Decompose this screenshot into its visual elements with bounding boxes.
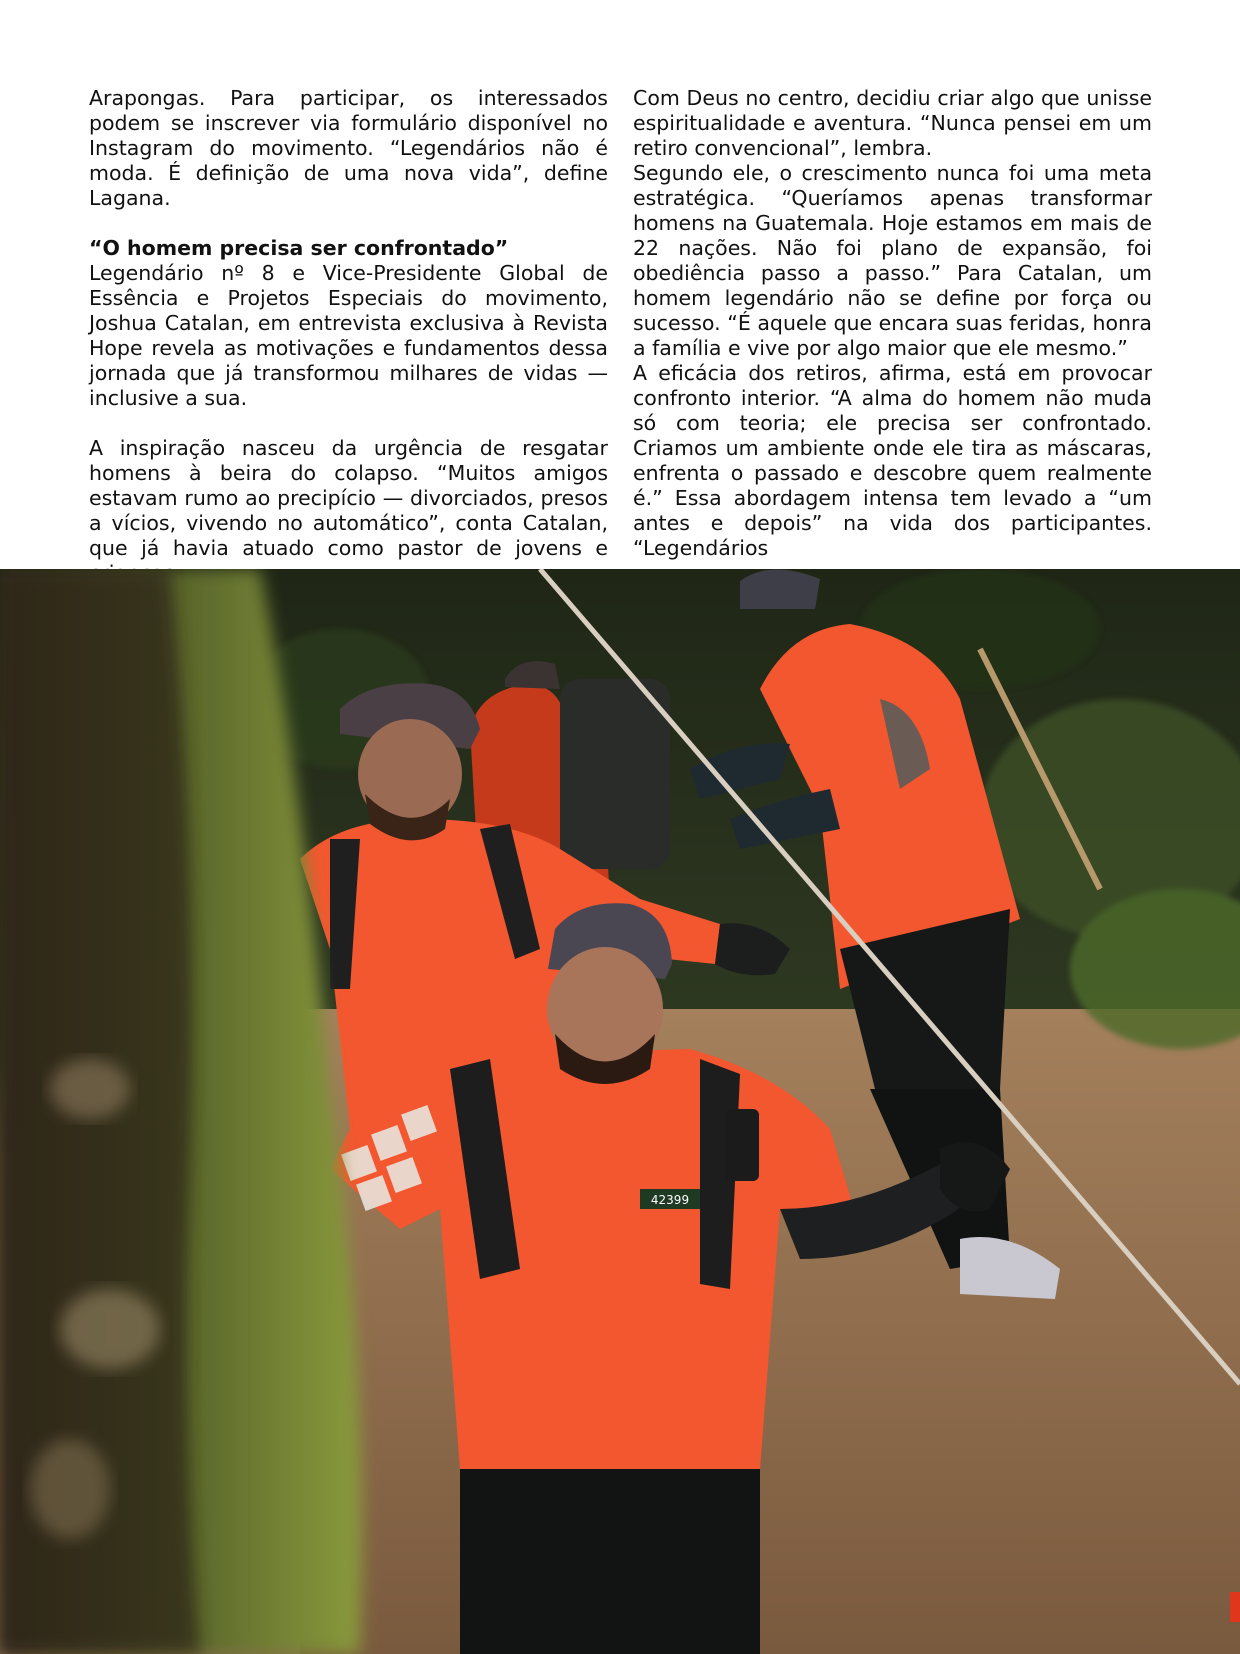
paragraph-inspiration: A inspiração nasceu da urgência de resgatar homens à beira do colapso. “Muitos amigos estavam rumo ao precipício — divorciados, presos a vícios, vivendo no automático”, conta Catalan, que já havia atuado como pastor de jovens e bbox=[89, 436, 608, 560]
paragraph-god-center: Com Deus no centro, decidiu criar algo que unisse espiritualidade e aventura. “Nunca pensei em um retiro convencional”, lembra. bbox=[633, 86, 1152, 160]
badge-number: 42399 bbox=[650, 1193, 690, 1207]
section-subheading: “O homem precisa ser confrontado” bbox=[89, 236, 509, 260]
page-edge-marker bbox=[1230, 1592, 1240, 1622]
paragraph-retreat-efficacy: A eficácia dos retiros, afirma, está em provocar confronto interior. “A alma do homem não muda só com teoria; ele precisa ser confrontado. Criamos um ambiente onde ele tira as máscaras, enfrenta o passado e descobre quem realmente é.” Essa abordagem intensa tem levado a “um antes e depois” na vida dos participantes. “Legendários bbox=[633, 361, 1152, 560]
paragraph-intro-end: Arapongas. Para participar, os interessados podem se inscrever via formulário disponível no Instagram do movimento. “Legendários não é moda. É definição de uma nova vida”, define Lagana. bbox=[89, 86, 608, 210]
river-crossing-photo bbox=[0, 569, 1240, 1654]
paragraph-growth: Segundo ele, o crescimento nunca foi uma meta estratégica. “Queríamos apenas transformar homens na Guatemala. Hoje estamos em mais de 22 nações. Não foi plano de expansão, foi obediência passo a passo.” Para Catalan, um homem legendário não se define por força ou sucesso. “É aquele que encara suas feridas, honra a família e vive por algo maior que ele mesmo.” bbox=[633, 161, 1152, 360]
article-right-column bbox=[633, 86, 1152, 561]
paragraph-catalan-intro: Legendário nº 8 e Vice-Presidente Global de Essência e Projetos Especiais do movimento, Joshua Catalan, em entrevista exclusiva à Revista Hope revela as motivações e fundamentos dessa jornada que já transformou milhares de vidas — inclusive a sua. bbox=[89, 261, 608, 410]
article-left-column bbox=[89, 86, 608, 586]
